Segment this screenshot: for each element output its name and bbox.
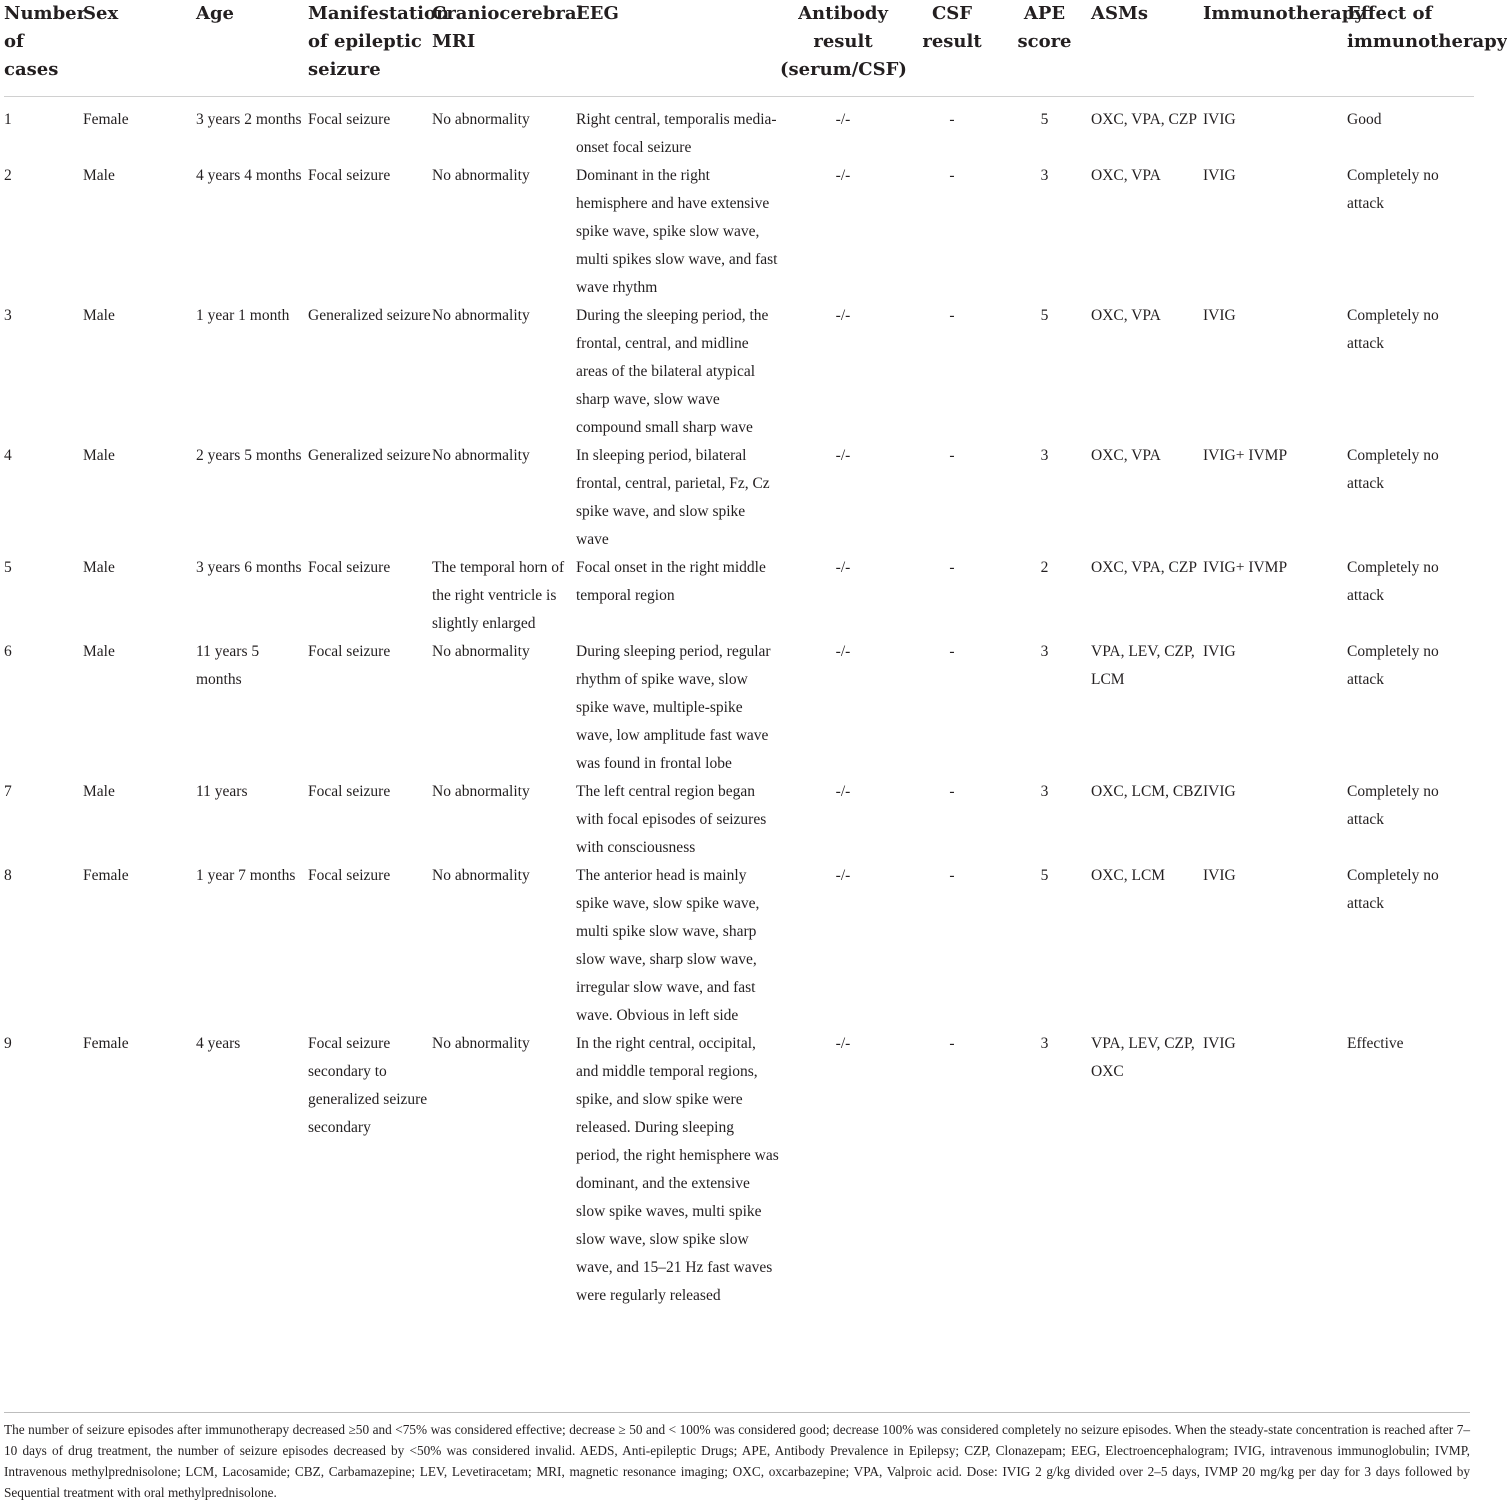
cell-immunotherapy: IVIG+ IVMP bbox=[1203, 559, 1288, 576]
cell-mri: No abnormality bbox=[432, 867, 530, 884]
cell-eeg: Focal onset in the right middle temporal region bbox=[576, 559, 766, 604]
cell-ape-score: 3 bbox=[1040, 167, 1049, 184]
header-asms: ASMs bbox=[1091, 3, 1149, 24]
patient-table bbox=[4, 0, 1507, 1310]
cell-csf: - bbox=[949, 643, 955, 660]
cell-eeg: The left central region began with focal episodes of seizures with consciousness bbox=[576, 783, 767, 856]
cell-effect: Good bbox=[1347, 111, 1382, 128]
cell-manifestation: Focal seizure bbox=[308, 111, 391, 128]
table-row bbox=[4, 554, 1474, 638]
cell-age: 11 years bbox=[196, 783, 248, 800]
cell-ape-score: 3 bbox=[1040, 447, 1049, 464]
cell-immunotherapy: IVIG bbox=[1203, 111, 1236, 128]
cell-manifestation: Focal seizure bbox=[308, 559, 391, 576]
cell-mri: No abnormality bbox=[432, 307, 530, 324]
cell-mri: No abnormality bbox=[432, 783, 530, 800]
cell-case-number: 6 bbox=[4, 643, 12, 660]
cell-ape-score: 5 bbox=[1040, 307, 1049, 324]
cell-csf: - bbox=[949, 307, 955, 324]
table-row bbox=[4, 778, 1474, 862]
cell-eeg: During sleeping period, regular rhythm of spike wave, slow spike wave, multiple-spike wave, low amplitude fast wave was found in frontal lobe bbox=[576, 643, 771, 772]
header-age: Age bbox=[196, 3, 235, 24]
cell-effect: Completely no attack bbox=[1347, 867, 1439, 912]
cell-mri: No abnormality bbox=[432, 447, 530, 464]
cell-case-number: 4 bbox=[4, 447, 12, 464]
cell-case-number: 2 bbox=[4, 167, 12, 184]
cell-antibody: -/- bbox=[835, 559, 851, 576]
cell-asms: OXC, VPA bbox=[1091, 167, 1161, 184]
cell-manifestation: Focal seizure bbox=[308, 643, 391, 660]
cell-csf: - bbox=[949, 447, 955, 464]
cell-csf: - bbox=[949, 111, 955, 128]
header-row bbox=[4, 0, 1474, 97]
cell-ape-score: 3 bbox=[1040, 643, 1049, 660]
cell-mri: The temporal horn of the right ventricle is slightly enlarged bbox=[432, 559, 565, 632]
cell-csf: - bbox=[949, 1035, 955, 1052]
header-eeg: EEG bbox=[576, 3, 619, 24]
cell-eeg: The anterior head is mainly spike wave, slow spike wave, multi spike slow wave, sharp slow wave, sharp slow wave, irregular slow wave, and fast wave. Obvious in left side bbox=[576, 867, 760, 1024]
table-row bbox=[4, 302, 1474, 442]
cell-asms: OXC, LCM bbox=[1091, 867, 1166, 884]
cell-manifestation: Focal seizure bbox=[308, 783, 391, 800]
cell-csf: - bbox=[949, 559, 955, 576]
cell-age: 4 years bbox=[196, 1035, 241, 1052]
cell-age: 1 year 1 month bbox=[196, 307, 290, 324]
header-sex: Sex bbox=[83, 3, 119, 24]
cell-age: 3 years 6 months bbox=[196, 559, 302, 576]
cell-effect: Completely no attack bbox=[1347, 447, 1439, 492]
cell-asms: OXC, VPA bbox=[1091, 447, 1161, 464]
cell-csf: - bbox=[949, 783, 955, 800]
cell-antibody: -/- bbox=[835, 307, 851, 324]
cell-eeg: Dominant in the right hemisphere and have extensive spike wave, spike slow wave, multi spikes slow wave, and fast wave rhythm bbox=[576, 167, 778, 296]
header-ape-score: APE score bbox=[1017, 3, 1072, 52]
cell-ape-score: 2 bbox=[1040, 559, 1049, 576]
cell-immunotherapy: IVIG bbox=[1203, 167, 1236, 184]
header-mri: Craniocerebral MRI bbox=[432, 3, 584, 52]
cell-manifestation: Generalized seizure bbox=[308, 447, 431, 464]
cell-sex: Male bbox=[83, 559, 115, 576]
header-csf-result: CSF result bbox=[922, 3, 982, 52]
cell-age: 11 years 5 months bbox=[196, 643, 260, 688]
table-row bbox=[4, 862, 1474, 1030]
cell-manifestation: Focal seizure secondary to generalized seizure secondary bbox=[308, 1035, 428, 1136]
cell-effect: Completely no attack bbox=[1347, 307, 1439, 352]
cell-case-number: 1 bbox=[4, 111, 12, 128]
cell-eeg: In sleeping period, bilateral frontal, central, parietal, Fz, Cz spike wave, and slow spike wave bbox=[576, 447, 770, 548]
cell-ape-score: 5 bbox=[1040, 867, 1049, 884]
cell-eeg: During the sleeping period, the frontal, central, and midline areas of the bilateral atypical sharp wave, slow wave compound small sharp wave bbox=[576, 307, 769, 436]
cell-antibody: -/- bbox=[835, 167, 851, 184]
cell-immunotherapy: IVIG bbox=[1203, 783, 1236, 800]
cell-case-number: 3 bbox=[4, 307, 12, 324]
cell-immunotherapy: IVIG bbox=[1203, 1035, 1236, 1052]
cell-mri: No abnormality bbox=[432, 643, 530, 660]
cell-mri: No abnormality bbox=[432, 1035, 530, 1052]
cell-immunotherapy: IVIG bbox=[1203, 307, 1236, 324]
cell-case-number: 8 bbox=[4, 867, 12, 884]
cell-immunotherapy: IVIG bbox=[1203, 643, 1236, 660]
cell-csf: - bbox=[949, 167, 955, 184]
cell-sex: Female bbox=[83, 1035, 129, 1052]
cell-sex: Male bbox=[83, 167, 115, 184]
table-footnote: The number of seizure episodes after immunotherapy decreased ≥50 and <75% was considered effective; decrease ≥ 50 and < 100% was considered good; decrease 100% was considered completely no seizure episodes. When the steady-state concentration is reached after 7–10 days of drug treatment, the number of seizure episodes decreased by <50% was considered invalid. AEDS, Anti-epileptic Drugs; APE, Antibody Prevalence in Epilepsy; CZP, Clonazepam; EEG, Electroencephalogram; IVIG, intravenous immunoglobulin; IVMP, Intravenous methylprednisolone; LCM, Lacosamide; CBZ, Carbamazepine; LEV, Levetiracetam; MRI, magnetic resonance imaging; OXC, oxcarbazepine; VPA, Valproic acid. Dose: IVIG 2 g/kg divided over 2–5 days, IVMP 20 mg/kg per day for 3 days followed by Sequential treatment with oral methylprednisolone. bbox=[4, 1412, 1470, 1503]
header-number-of-cases: Number of cases bbox=[4, 3, 87, 80]
table-row bbox=[4, 162, 1474, 302]
cell-antibody: -/- bbox=[835, 111, 851, 128]
table-row bbox=[4, 638, 1474, 778]
cell-case-number: 5 bbox=[4, 559, 12, 576]
header-immunotherapy: Immunotherapy bbox=[1203, 3, 1365, 24]
cell-asms: OXC, VPA bbox=[1091, 307, 1161, 324]
cell-age: 3 years 2 months bbox=[196, 111, 302, 128]
cell-eeg: Right central, temporalis media-onset focal seizure bbox=[576, 111, 777, 156]
header-antibody-result: Antibody result (serum/CSF) bbox=[780, 3, 907, 80]
cell-sex: Male bbox=[83, 643, 115, 660]
cell-mri: No abnormality bbox=[432, 111, 530, 128]
cell-sex: Female bbox=[83, 111, 129, 128]
cell-antibody: -/- bbox=[835, 643, 851, 660]
cell-manifestation: Generalized seizure bbox=[308, 307, 431, 324]
cell-effect: Completely no attack bbox=[1347, 167, 1439, 212]
cell-asms: OXC, VPA, CZP bbox=[1091, 111, 1197, 128]
table-row bbox=[4, 1030, 1474, 1310]
table-row bbox=[4, 97, 1474, 163]
cell-age: 4 years 4 months bbox=[196, 167, 302, 184]
cell-case-number: 7 bbox=[4, 783, 12, 800]
cell-antibody: -/- bbox=[835, 867, 851, 884]
cell-antibody: -/- bbox=[835, 447, 851, 464]
cell-asms: OXC, VPA, CZP bbox=[1091, 559, 1197, 576]
cell-csf: - bbox=[949, 867, 955, 884]
cell-age: 2 years 5 months bbox=[196, 447, 302, 464]
cell-case-number: 9 bbox=[4, 1035, 12, 1052]
cell-immunotherapy: IVIG bbox=[1203, 867, 1236, 884]
cell-sex: Male bbox=[83, 783, 115, 800]
cell-effect: Completely no attack bbox=[1347, 559, 1439, 604]
cell-asms: VPA, LEV, CZP, LCM bbox=[1091, 643, 1195, 688]
header-effect: Effect of immunotherapy bbox=[1347, 3, 1507, 52]
table-row bbox=[4, 442, 1474, 554]
cell-eeg: In the right central, occipital, and middle temporal regions, spike, and slow spike were released. During sleeping period, the right hemisphere was dominant, and the extensive slow spike waves, multi spike slow wave, slow spike slow wave, and 15–21 Hz fast waves were regularly released bbox=[576, 1035, 779, 1304]
cell-asms: VPA, LEV, CZP, OXC bbox=[1091, 1035, 1195, 1080]
cell-manifestation: Focal seizure bbox=[308, 867, 391, 884]
cell-sex: Male bbox=[83, 447, 115, 464]
cell-immunotherapy: IVIG+ IVMP bbox=[1203, 447, 1288, 464]
table-body bbox=[4, 97, 1474, 1311]
cell-antibody: -/- bbox=[835, 1035, 851, 1052]
cell-sex: Female bbox=[83, 867, 129, 884]
cell-antibody: -/- bbox=[835, 783, 851, 800]
cell-effect: Effective bbox=[1347, 1035, 1404, 1052]
cell-mri: No abnormality bbox=[432, 167, 530, 184]
header-manifestation: Manifestation of epileptic seizure bbox=[308, 3, 450, 80]
cell-effect: Completely no attack bbox=[1347, 783, 1439, 828]
cell-sex: Male bbox=[83, 307, 115, 324]
cell-ape-score: 5 bbox=[1040, 111, 1049, 128]
cell-ape-score: 3 bbox=[1040, 783, 1049, 800]
cell-ape-score: 3 bbox=[1040, 1035, 1049, 1052]
cell-manifestation: Focal seizure bbox=[308, 167, 391, 184]
cell-effect: Completely no attack bbox=[1347, 643, 1439, 688]
cell-asms: OXC, LCM, CBZ bbox=[1091, 783, 1203, 800]
cell-age: 1 year 7 months bbox=[196, 867, 296, 884]
